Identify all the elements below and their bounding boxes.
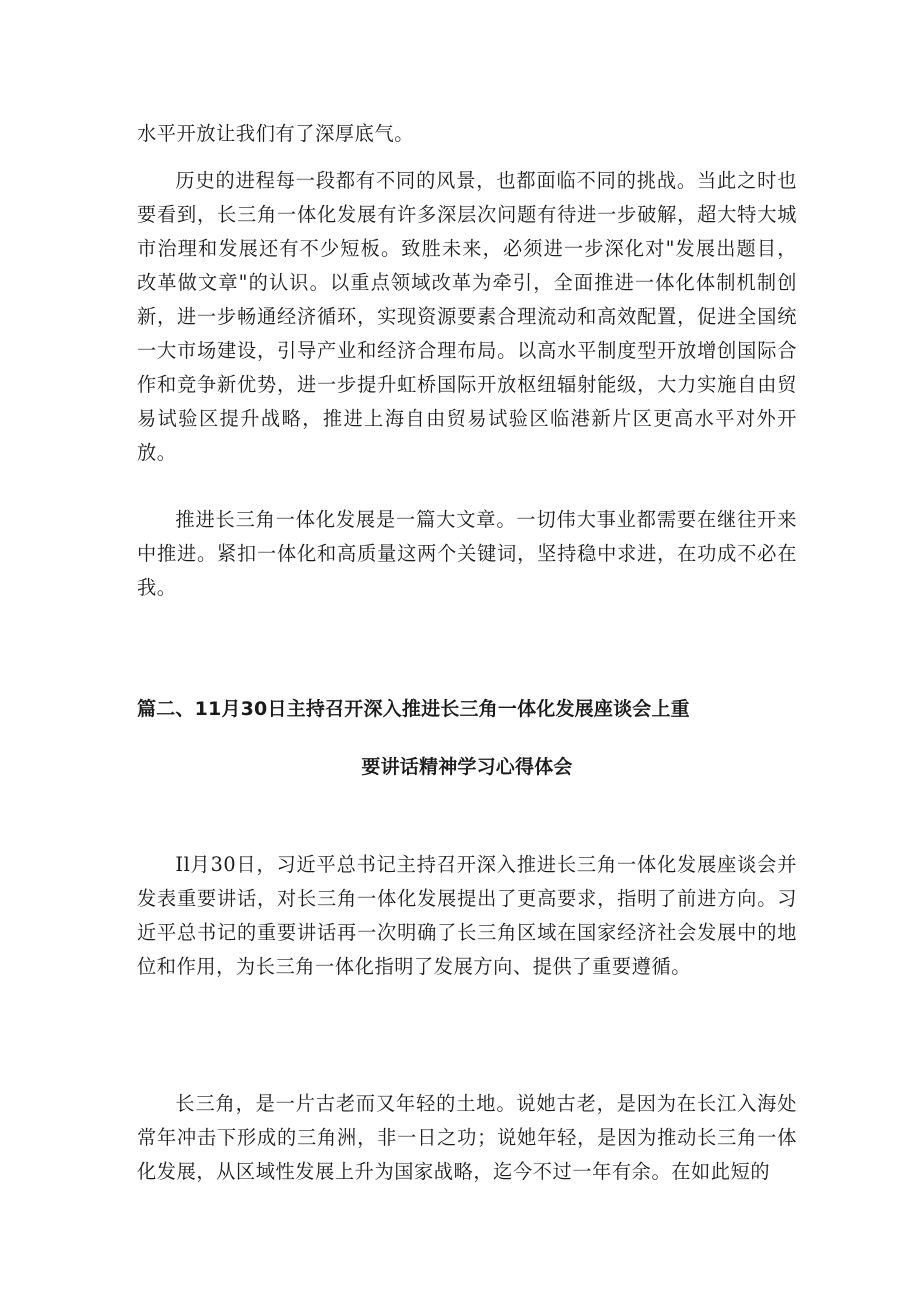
- section-heading-line1: 篇二、11月30日主持召开深入推进长三角一体化发展座谈会上重: [137, 698, 690, 720]
- paragraph-ancient-young-land: 长三角，是一片古老而又年轻的土地。说她古老，是因为在长江入海处常年冲击下形成的三角洲，非一日之功；说她年轻，是因为推动长三角一体化发展，从区域性发展上升为国家战略，迄今不过一年有余。在如此短的: [137, 1092, 797, 1183]
- paragraph-history-challenges: 历史的进程每一段都有不同的风景，也都面临不同的挑战。当此之时也要看到，长三角一体化发展有许多深层次问题有待进一步破解，超大特大城市治理和发展还有不少短板。致胜未来，必须进一步深化对"发展出题目，改革做文章"的认识。以重点领域改革为牵引，全面推进一体化体制机制创新，进一步畅通经济循环，实现资源要素合理流动和高效配置，促进全国统一大市场建设，引导产业和经济合理布局。以高水平制度型开放增创国际合作和竞争新优势，进一步提升虹桥国际开放枢纽辐射能级，大力实施自由贸易试验区提升战略，推进上海自由贸易试验区临港新片区更高水平对外开放。: [137, 169, 797, 464]
- paragraph-meeting-speech: Il月30日，习近平总书记主持召开深入推进长三角一体化发展座谈会并发表重要讲话，对长三角一体化发展提出了更高要求，指明了前进方向。习近平总书记的重要讲话再一次明确了长三角区域在国家经济社会发展中的地位和作用，为长三角一体化指明了发展方向、提供了重要遵循。: [137, 853, 797, 978]
- section-heading-line2: 要讲话精神学习心得体会: [361, 756, 573, 778]
- paragraph-big-article: 推进长三角一体化发展是一篇大文章。一切伟大事业都需要在继往开来中推进。紧扣一体化和高质量这两个关键词，坚持稳中求进，在功成不必在我。: [137, 508, 797, 599]
- paragraph-continuation: 水平开放让我们有了深厚底气。: [137, 122, 415, 145]
